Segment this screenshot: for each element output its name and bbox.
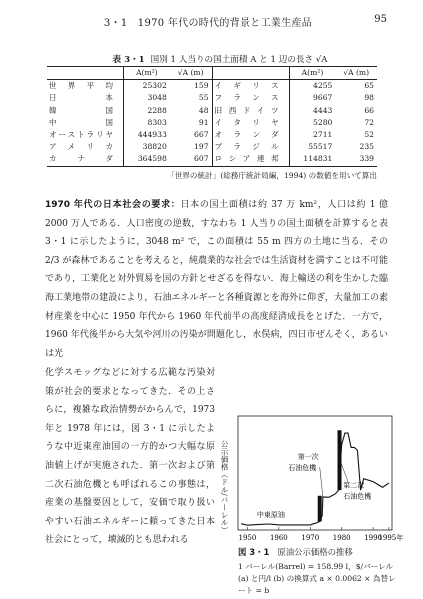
body-paragraph-full bbox=[45, 196, 388, 363]
table-cell: 9667 bbox=[289, 92, 335, 104]
figure-note: 1 バーレル(Barrel) = 158.99 l，$/バーレル (a) と円/l (b) の換算式 a × 0.0062 × 為替レート = b bbox=[238, 562, 396, 595]
table-cell: 197 bbox=[170, 141, 212, 153]
crisis-bar-second bbox=[338, 430, 342, 490]
x-tick-label: 1950 bbox=[238, 534, 257, 542]
table-cell: 55517 bbox=[289, 141, 335, 153]
table-cell: フランス bbox=[214, 93, 279, 103]
table-row bbox=[47, 117, 377, 129]
figure-caption bbox=[238, 546, 353, 558]
table-cell: 667 bbox=[170, 129, 212, 141]
body-paragraph-column: 化学スモッグなどに対する広範な汚染対策が社会的要求となってきた．その上さらに，複雑な政治情勢がからんで，1973 年と 1978 年には，図 3・1 に示したような中近東産油国の一方的かつ大幅な原油値上げが実施された．第一次および第二次石油危機とも呼ばれるこの事態は，産業の基盤要因として，安価で取り扱いやすい石油エネルギーに頼ってきた日本社会にとって，壊滅的とも思われる bbox=[45, 368, 215, 546]
table-cell: ロシア連邦 bbox=[214, 154, 279, 164]
annotation-leader bbox=[320, 467, 323, 497]
table-cell: 38820 bbox=[124, 141, 170, 153]
table-cell: ブラジル bbox=[214, 142, 279, 152]
figure-title: 原油公示価格の推移 bbox=[277, 547, 353, 557]
table-cell: 48 bbox=[170, 105, 212, 117]
x-tick-label: 1970 bbox=[301, 534, 320, 542]
table-head-cell: A(m²) bbox=[289, 67, 335, 80]
table-row bbox=[47, 129, 377, 141]
table-cell: 8303 bbox=[124, 117, 170, 129]
x-tick-label: 1980 bbox=[332, 534, 351, 542]
area-table bbox=[47, 66, 377, 167]
table-label: 表 3・1 bbox=[112, 55, 145, 65]
table-cell: 2288 bbox=[124, 105, 170, 117]
figure-label: 図 3・1 bbox=[238, 547, 270, 557]
table-cell: 4255 bbox=[289, 80, 335, 93]
table-cell: 159 bbox=[170, 80, 212, 93]
annotation-second-crisis: 第二次 bbox=[343, 481, 365, 490]
table-header-row bbox=[47, 67, 377, 80]
table-cell: オランダ bbox=[214, 130, 279, 140]
section-lead: 1970 年代の日本社会の要求： bbox=[45, 200, 181, 210]
table-cell: 世界平均 bbox=[49, 81, 113, 91]
table-cell: 中国 bbox=[49, 117, 113, 127]
table-cell: 444933 bbox=[124, 129, 170, 141]
x-tick-label: 1990 bbox=[364, 534, 383, 542]
table-cell: 72 bbox=[364, 117, 374, 127]
table-head-cell: A(m²) bbox=[124, 67, 170, 80]
table-cell: 25302 bbox=[124, 80, 170, 93]
table-head-cell: √A (m) bbox=[170, 67, 212, 80]
table-row bbox=[47, 141, 377, 153]
table-cell: 日本 bbox=[49, 93, 113, 103]
table-cell: オーストラリヤ bbox=[49, 130, 113, 140]
table-cell: 65 bbox=[364, 81, 374, 91]
table-cell: 235 bbox=[359, 142, 374, 152]
table-cell: 114831 bbox=[289, 153, 335, 166]
table-cell: アメリカ bbox=[49, 142, 113, 152]
table-title: 国別 1 人当りの国土面積 A と 1 辺の長さ √A bbox=[150, 55, 328, 65]
crisis-bar-first bbox=[318, 496, 322, 522]
table-cell: 5280 bbox=[289, 117, 335, 129]
table-caption bbox=[70, 53, 370, 65]
table-row bbox=[47, 105, 377, 117]
table-head-cell: √A (m) bbox=[335, 67, 377, 80]
annotation-mideast-oil: 中東原油 bbox=[256, 511, 285, 520]
table-cell: 韓国 bbox=[49, 105, 113, 115]
annotation-second-crisis-sub: 石油危機 bbox=[343, 492, 372, 501]
table-cell: 2711 bbox=[289, 129, 335, 141]
annotation-first-crisis-sub: 石油危機 bbox=[288, 464, 317, 473]
table-row bbox=[47, 153, 377, 166]
table-cell: 607 bbox=[170, 153, 212, 166]
table-cell: 3048 bbox=[124, 92, 170, 104]
chart-ylabel: 公示価格（ドル/バーレル） bbox=[220, 440, 229, 534]
table-cell: カナダ bbox=[49, 154, 113, 164]
page-number: 95 bbox=[374, 14, 387, 25]
running-header: 3・1 1970 年代の時代的背景と工業生産品 bbox=[103, 18, 313, 29]
annotation-leader bbox=[340, 462, 348, 482]
x-tick-label: 1960 bbox=[269, 534, 288, 542]
body-text-full-width: 日本の国土面積は約 37 万 km²，人口は約 1 億 2000 万人である．人口密度の逆数，すなわち 1 人当りの国土面積を計算すると表 3・1 に示したように，3048 m² で，この面積は 55 m 四方の土地に当る．その 2/3 が森林であることを考えると，純農業的な社会では生活資材を満すことは不可能であり，工業化と対外貿易を国の方針とせざるを得ない．海上輸送の利を生かした臨海工業地帯の建設により，石油エネルギーと各種資源とを海外に仰ぎ，大量加工の素材産業を中心に 1950 年代から 1960 年代前半の高度経済成長をとげた．一方で，1960 年代後半から大気や河川の汚染が問題化し，水俣病，四日市ぜんそく，あるいは光 bbox=[45, 200, 388, 359]
table-cell: 98 bbox=[364, 93, 374, 103]
table-cell: 52 bbox=[364, 130, 374, 140]
table-cell: 4443 bbox=[289, 105, 335, 117]
table-head-cell bbox=[47, 67, 124, 80]
table-cell: 55 bbox=[170, 92, 212, 104]
table-cell: 339 bbox=[359, 154, 374, 164]
table-cell: 旧西ドイツ bbox=[214, 105, 279, 115]
table-row bbox=[47, 92, 377, 104]
table-cell: イギリス bbox=[214, 81, 279, 91]
oil-price-chart bbox=[224, 412, 404, 546]
table-cell: 91 bbox=[170, 117, 212, 129]
table-head-cell bbox=[212, 67, 289, 80]
table-row bbox=[47, 80, 377, 93]
table-cell: イタリヤ bbox=[214, 117, 279, 127]
table-cell: 364598 bbox=[124, 153, 170, 166]
chart-svg bbox=[224, 412, 404, 546]
table-source-note: 「世界の統計」(総務庁統計局編，1994) の数値を用いて算出 bbox=[167, 171, 377, 180]
x-tick-label: 1995年 bbox=[378, 534, 404, 542]
table-cell: 66 bbox=[364, 105, 374, 115]
annotation-first-crisis: 第一次 bbox=[297, 452, 319, 461]
